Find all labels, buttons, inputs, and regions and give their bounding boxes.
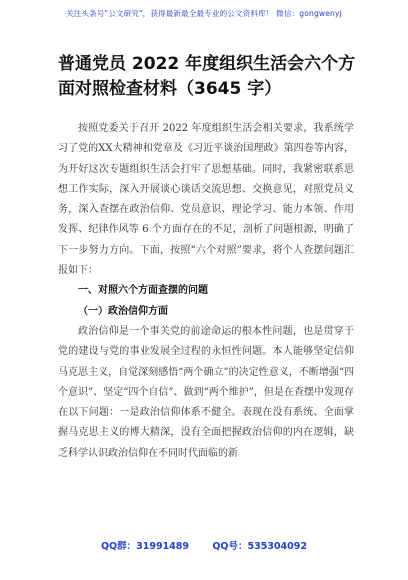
footer-qq-id: QQ号：535304092 xyxy=(212,541,307,552)
subsection-heading: （一）政治信仰方面 xyxy=(78,305,168,317)
document-title: 普通党员 2022 年度组织生活会六个方面对照检查材料（3645 字） xyxy=(58,54,356,99)
footer-contact xyxy=(0,538,408,552)
header-promo-note: 关注头条号"公文研究"，获得最新最全最专业的公文资料库！ 微信：gongwenyj xyxy=(66,9,342,18)
subsection-paragraph: 政治信仰是一个事关党的前途命运的根本性问题，也是贯穿于党的建设与党的事业发展全过程的永恒性问题。本人能够坚定信仰马克思主义，自觉深刻感悟“两个确立”的决定性意义，不断增强“四个意识”、坚定“四个自信”、做到“两个维护”，但是在查摆中发现存在以下问题：一是政治信仰体系不健全。表现在没有系统、全面掌握马克思主义的博大精深，没有全面把握政治信仰的内在逻辑，缺乏科学认识政治信仰在不同时代面临的新 xyxy=(58,325,354,459)
document-body xyxy=(58,119,354,464)
footer-qq-group: QQ群：31991489 xyxy=(100,541,190,552)
section-heading: 一、对照六个方面查摆的问题 xyxy=(78,285,208,297)
intro-paragraph: 按照党委关于召开 2022 年度组织生活会相关要求，我系统学习了党的XX大精神和党章及《习近平谈治国理政》第四卷等内容，为开好这次专题组织生活会打牢了思想基础。同时，我紧密联系思想工作实际，深入开展谈心谈话交流思想、交换意见，对照党员义务，深入查摆在政治信仰、党员意识、理论学习、能力本领、作用发挥、纪律作风等 6 个方面存在的不足，剖析了问题根源，明确了下一步努力方向。下面，按照“六个对照”要求，将个人查摆问题汇报如下： xyxy=(58,123,354,277)
